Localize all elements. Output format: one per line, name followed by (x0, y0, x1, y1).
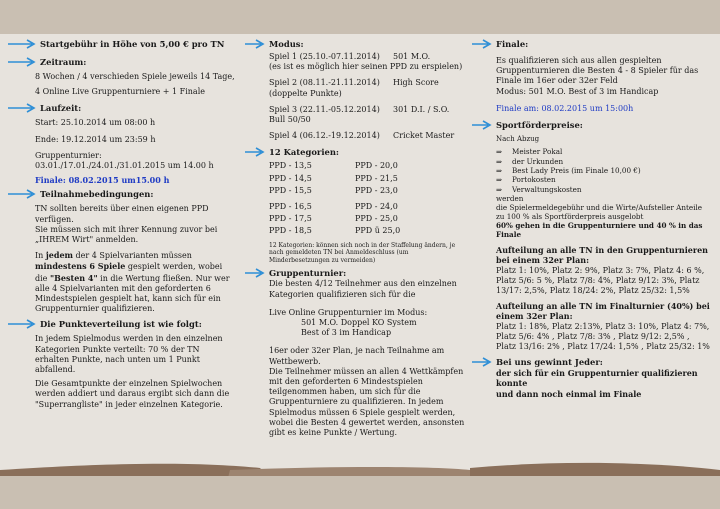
arrow-bullet-icon: ⇒ (496, 175, 503, 185)
mode-game-2: Spiel 2 (08.11.-21.11.2014) High Score (269, 78, 439, 88)
category-cell: PPD - 21,5 (355, 173, 398, 183)
heading-points (8, 318, 236, 330)
mode-game-1: Spiel 1 (25.10.-07.11.2014) 501 M.O. (269, 52, 431, 61)
list-item: ⇒ der Urkunden (496, 156, 564, 166)
prize-text-1: werden (496, 194, 524, 204)
arrow-bullet-icon: ⇒ (496, 184, 503, 194)
heading-period (8, 56, 236, 68)
list-item: ⇒ Portokosten (496, 175, 556, 185)
group-text-1: Die besten 4/12 Teilnehmer aus den einzelnen Kategorien qualifizieren sich für die (269, 279, 457, 299)
start-date: Start: 25.10.2014 um 08:00 h (35, 118, 156, 128)
category-cell: PPD - 20,0 (355, 161, 398, 171)
category-cell: PPD - 13,5 (269, 161, 312, 171)
arrow-right-icon (472, 120, 494, 130)
mode-game-4: Spiel 4 (06.12.-19.12.2014) Cricket Master (269, 131, 455, 141)
mode-game-3-note: Bull 50/50 (269, 115, 311, 125)
prize-text-2: die Spielermeldegebühr und die Wirte/Aufsteller Anteile zu 100 % als Sportförderpreis ausgelobt (496, 203, 702, 222)
period-line-1: 8 Wochen / 4 verschieden Spiele jeweils 14 Tage, (35, 72, 235, 81)
categories-table (269, 160, 465, 237)
column-right (472, 38, 712, 399)
period-heading: Zeitraum: (40, 56, 87, 67)
arrow-right-icon (245, 147, 267, 157)
startfee-text: Startgebühr in Höhe von 5,00 € pro TN (40, 38, 225, 49)
win-text-1: der sich für ein Gruppenturnier qualifizieren konnte (496, 368, 698, 389)
column-middle (245, 38, 465, 438)
category-cell: PPD - 23,0 (355, 186, 398, 196)
arrow-bullet-icon: ⇒ (496, 166, 503, 176)
condition-3: In jedem der 4 Spielvarianten müssen mindestens 6 Spiele gespielt werden, wobei die "Besten 4" in die Wertung fließen. Nur wer alle 4 Spielvarianten mit den geforderten 6 Mindestspielen gespielt hat, kann sich für ein Gruppenturnier qualifizieren. (35, 250, 230, 314)
split-final-heading: Aufteilung an alle TN im Finalturnier (40%) bei einem 32er Plan: (496, 301, 710, 322)
prize-list (496, 147, 712, 194)
points-text-1: In jedem Spielmodus werden in den einzelnen Kategorien Punkte verteilt: 70 % der TN erhalten Punkte, nach unten um 1 Punkt abfallend. (35, 334, 223, 375)
arrow-right-icon (8, 189, 38, 199)
group-text-2: Live Online Gruppenturnier im Modus: (269, 307, 428, 317)
split-final-text: Platz 1: 18%, Platz 2:13%, Platz 3: 10%, Platz 4: 7%, Platz 5/6: 4% , Platz 7/8: 3% , Platz 9/12: 2,5% , Platz 13/16: 2% , Platz 17/24: 1,5% , Platz 25/32: 1% (496, 321, 710, 352)
period-line-2: 4 Online Live Gruppenturniere + 1 Finale (35, 87, 205, 97)
end-date: Ende: 19.12.2014 um 23:59 h (35, 134, 156, 144)
category-cell: PPD - 16,5 (269, 201, 312, 211)
arrow-right-icon (472, 39, 494, 49)
bottom-wave-decoration (0, 440, 720, 509)
category-cell: PPD - 25,0 (355, 214, 398, 224)
mode-game-2-note: (doppelte Punkte) (269, 88, 342, 98)
arrow-bullet-icon: ⇒ (496, 156, 503, 166)
arrow-right-icon (8, 39, 38, 49)
heading-group (245, 267, 465, 279)
category-cell: PPD - 24,0 (355, 201, 398, 211)
column-left (8, 38, 236, 410)
condition-1: TN sollten bereits über einen eigenen PPD verfügen. (35, 204, 209, 224)
split-group-text: Platz 1: 10%, Platz 2: 9%, Platz 3: 7%, Platz 4: 6 %, Platz 5/6: 5 %, Platz 7/8: 4%, Platz 9/12: 3%, Platz 13/17: 2,5%, Platz 18/24: 2%, Platz 25/32: 1,5% (496, 265, 705, 296)
heading-win (472, 356, 712, 368)
group-text-4: Best of 3 im Handicap (301, 328, 392, 338)
category-cell: PPD - 17,5 (269, 214, 312, 224)
heading-conditions (8, 188, 236, 200)
heading-startfee (8, 38, 236, 50)
heading-runtime (8, 102, 236, 114)
final-text-2: Modus: 501 M.O. Best of 3 im Handicap (496, 86, 659, 96)
group-heading: Gruppenturnier: (269, 268, 347, 279)
win-text-2: und dann noch einmal im Finale (496, 388, 642, 399)
conditions-heading: Teilnahmebedingungen: (40, 189, 154, 200)
category-cell: PPD - 15,5 (269, 186, 312, 196)
groups-dates: 03.01./17.01./24.01./31.01.2015 um 14.00 h (35, 161, 214, 171)
final-text-1: Es qualifizieren sich aus allen gespielten Gruppenturnieren die Besten 4 - 8 Spieler für das Finale im 16er oder 32er Feld (496, 56, 699, 86)
mode-heading: Modus: (269, 38, 304, 49)
arrow-bullet-icon: ⇒ (496, 147, 503, 157)
final-date-right: Finale am: 08.02.2015 um 15:00h (496, 103, 634, 113)
groups-label: Gruppenturnier: (35, 150, 102, 160)
arrow-right-icon (8, 103, 38, 113)
points-heading: Die Punkteverteilung ist wie folgt: (40, 319, 202, 330)
group-text-6: Die Teilnehmer müssen an allen 4 Wettkämpfen mit den geforderten 6 Mindestspielen teilgenommen haben, um sich für die Gruppenturniere zu qualifizieren. In jedem Spielmodus müssen 6 Spiele gespielt werden, wobei die Besten 4 gewertet werden, ansonsten gibt es keine Punkte / Wertung. (269, 366, 465, 437)
heading-mode (245, 38, 465, 50)
list-item: ⇒ Meister Pokal (496, 147, 563, 157)
final-date: Finale: 08.02.2015 um15.00 h (35, 175, 170, 186)
top-band (0, 0, 720, 34)
condition-2: Sie müssen sich mit ihrer Kennung zuvor bei „IHREM Wirt" anmelden. (35, 224, 218, 245)
list-item: ⇒ Best Lady Preis (im Finale 10,00 €) (496, 166, 641, 176)
runtime-heading: Laufzeit: (40, 103, 82, 114)
arrow-right-icon (472, 357, 494, 367)
group-text-5: 16er oder 32er Plan, je nach Teilnahme am Wettbewerb. (269, 346, 445, 366)
deduction-text: Nach Abzug (496, 135, 540, 144)
arrow-right-icon (245, 268, 267, 278)
heading-final (472, 38, 712, 50)
arrow-right-icon (245, 39, 267, 49)
categories-note: 12 Kategorien: können sich noch in der Staffelung ändern, je nach gemeldeten TN bei Anmeldeschluss (um Minderbesetzungen zu vermeiden) (269, 241, 456, 264)
prizes-heading: Sportförderpreise: (496, 119, 583, 130)
heading-categories (245, 146, 465, 158)
split-group-heading: Aufteilung an alle TN in den Gruppenturnieren bei einem 32er Plan: (496, 245, 708, 266)
win-heading: Bei uns gewinnt Jeder: (496, 357, 603, 368)
list-item: ⇒ Verwaltungskosten (496, 184, 582, 194)
category-cell: PPD ü 25,0 (355, 226, 401, 236)
arrow-right-icon (8, 319, 38, 329)
category-cell: PPD - 14,5 (269, 173, 312, 183)
final-heading: Finale: (496, 38, 529, 49)
group-text-3: 501 M.O. Doppel KO System (301, 317, 417, 327)
mode-game-1-note: (es ist es möglich hier seinen PPD zu erspielen) (269, 62, 463, 72)
categories-heading: 12 Kategorien: (269, 147, 340, 158)
arrow-right-icon (8, 57, 38, 67)
prize-text-3: 60% gehen in die Gruppenturniere und 40 % in das Finale (496, 221, 703, 240)
mode-game-3: Spiel 3 (22.11.-05.12.2014) 301 D.I. / S.O. (269, 104, 450, 114)
points-text-2: Die Gesamtpunkte der einzelnen Spielwochen werden addiert und daraus ergibt sich dann die "Superrangliste" in jeder einzelnen Kategorie. (35, 379, 230, 409)
heading-prizes (472, 119, 712, 131)
category-cell: PPD - 18,5 (269, 226, 312, 236)
